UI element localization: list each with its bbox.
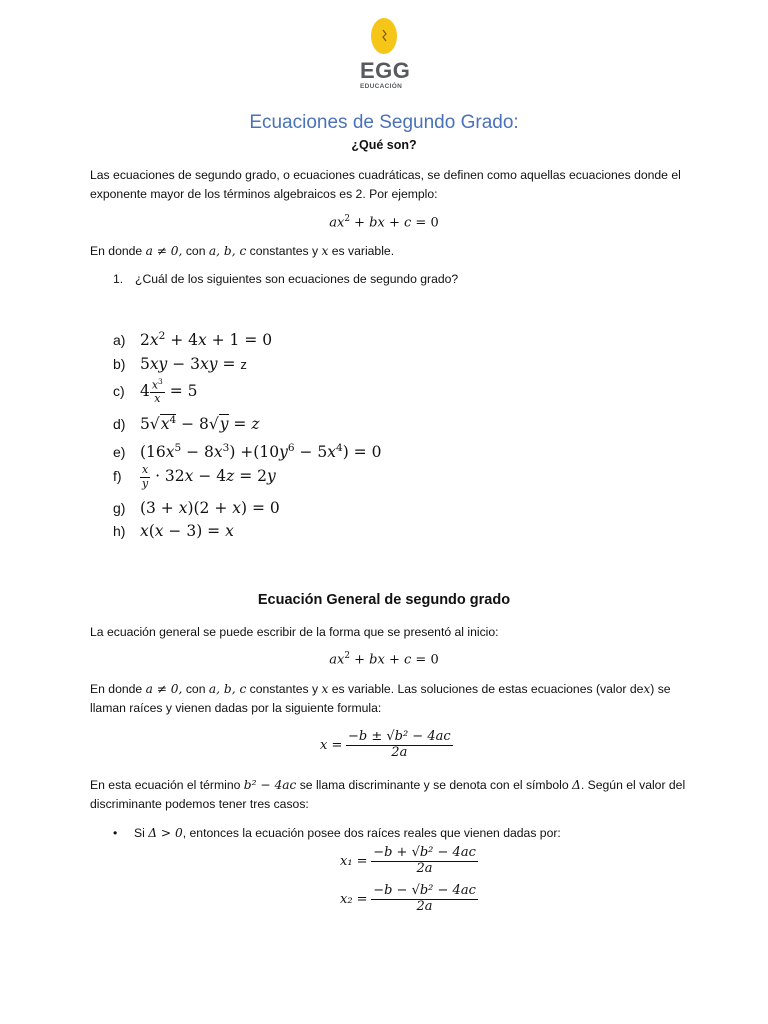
root-x2-formula: x₂ = $\frac{\text{−b − √b² − 4ac}}{2a}$ — [340, 883, 476, 914]
quadratic-formula: x = $\frac{\text{−b ± √b² − 4ac}}{2a}$ — [320, 729, 451, 760]
logo-brand: EGG — [360, 58, 411, 83]
question-number: 1. — [113, 272, 124, 286]
intro-where: En donde a ≠ 0, con a, b, c constantes y x es variable. — [90, 244, 395, 258]
option-h: h) x(x − 3) = x — [113, 522, 234, 540]
bullet-text: Si Δ > 0, entonces la ecuación posee dos raíces reales que vienen dadas por: — [134, 826, 561, 840]
option-g: g) (3 + x)(2 + x) = 0 — [113, 499, 280, 517]
intro-paragraph: Las ecuaciones de segundo grado, o ecuaciones cuadráticas, se definen como aquellas ecuaciones donde el exponente mayor de los términos algebraicos es 2. Por ejemplo: — [90, 168, 681, 201]
logo-tagline: EDUCACIÓN — [360, 83, 403, 90]
question-text: ¿Cuál de los siguientes son ecuaciones de segundo grado? — [135, 272, 459, 286]
discriminant-paragraph: En esta ecuación el término b² − 4ac se llama discriminante y se denota con el símbolo Δ. Según el valor del discriminante podemos tener tres casos: — [90, 778, 686, 811]
egg-icon — [356, 12, 412, 56]
root-x1-formula: x₁ = $\frac{\text{−b + √b² − 4ac}}{2a}$ — [340, 845, 476, 876]
general-where: En donde a ≠ 0, con a, b, c constantes y x es variable. Las soluciones de estas ecuaciones (valor dex) se llaman raíces y vienen dadas por la siguiente formula: — [90, 682, 671, 715]
page-subtitle: ¿Qué son? — [351, 138, 417, 152]
egg-logo — [356, 12, 412, 92]
option-f: f) $\frac{x}{y}$ · 32x − 4z = 2y — [113, 463, 276, 490]
option-c: c) 4 $\frac{x^3}{x}$ = 5 — [113, 377, 198, 406]
option-e: e) $(16x^5 - 8x^3) +(10y^6 - 5x^4) = 0$ — [113, 442, 382, 462]
general-equation-2: $ax^2$ + bx + c = 0 — [329, 651, 439, 668]
general-paragraph: La ecuación general se puede escribir de la forma que se presentó al inicio: — [90, 625, 499, 639]
option-a: a) $2x^2 + 4x + 1 = 0$ — [113, 330, 273, 350]
option-d: d) $5√x^4 - 8√y = z$ — [113, 414, 260, 434]
bullet-dot: • — [113, 826, 118, 840]
section-heading: Ecuación General de segundo grado — [257, 592, 511, 608]
option-b: b) 5xy − 3xy = z — [113, 355, 247, 373]
general-equation: $ax^2$ + bx + c = 0 — [329, 214, 439, 231]
page-title: Ecuaciones de Segundo Grado: — [249, 112, 519, 133]
